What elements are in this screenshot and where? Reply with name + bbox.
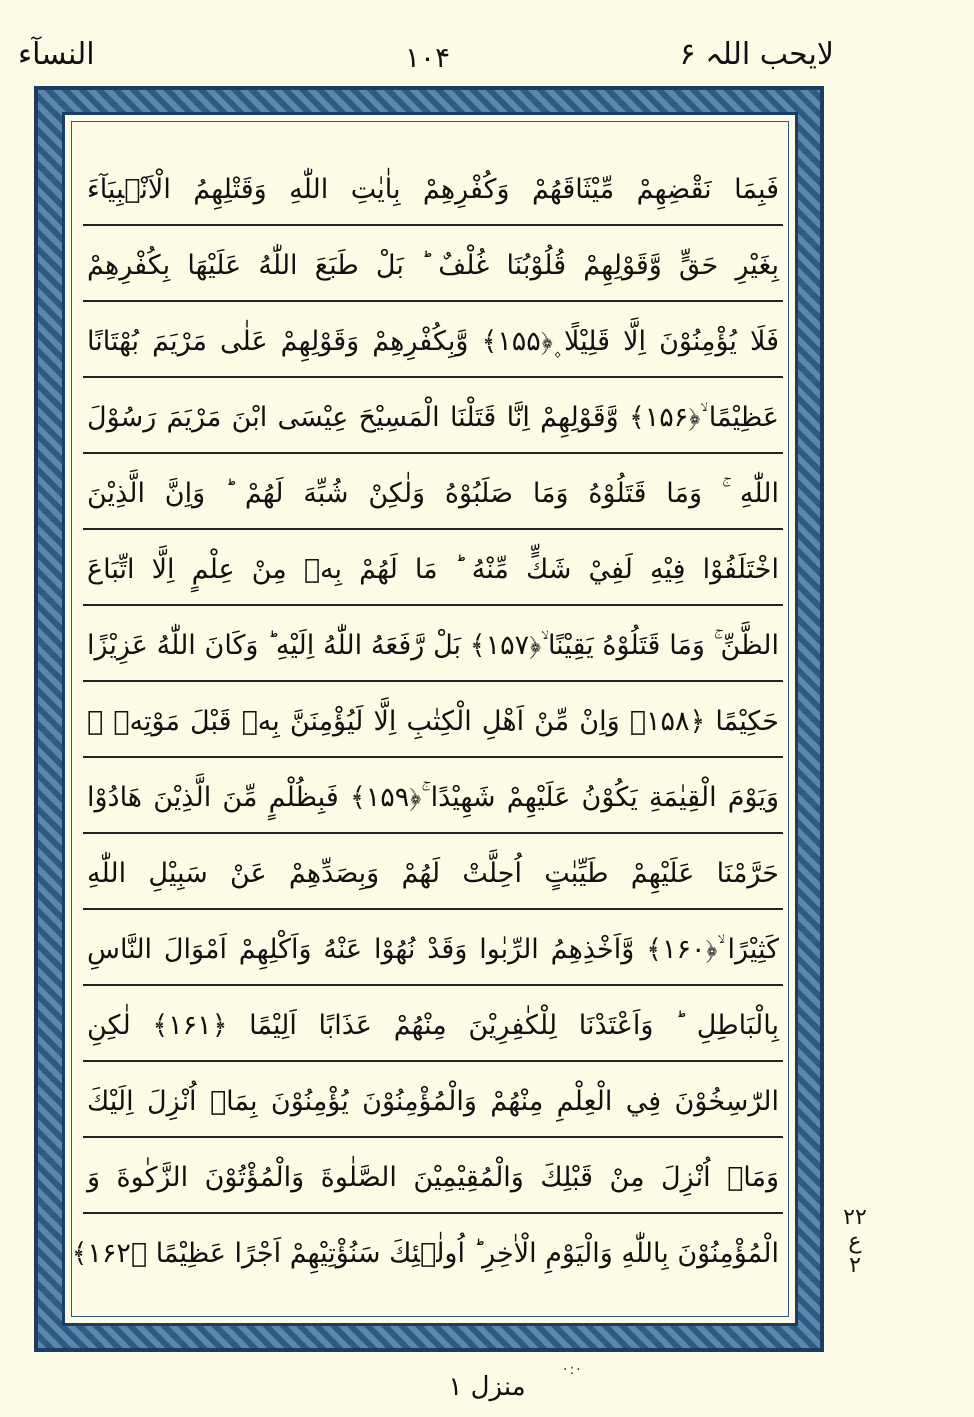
verse-line-3: فَلَا يُؤْمِنُوْنَ اِلَّا قَلِيْلًا ۪﴿۱۵۵﴾ وَّبِكُفْرِهِمْ وَقَوْلِهِمْ عَلٰى مَرْيَمَ بُهْتَانًا <box>83 305 783 378</box>
juz-name: لایحب اللہ ۶ <box>679 37 834 72</box>
verse-line-7: الظَّنِّ ۚ وَمَا قَتَلُوْهُ يَقِيْنًا ۙ﴿۱۵۷﴾ بَلْ رَّفَعَهُ اللّٰهُ اِلَيْهِ ؕ وَكَانَ اللّٰهُ عَزِيْزًا <box>83 609 783 682</box>
verse-line-4: عَظِيْمًا ۙ﴿۱۵۶﴾ وَّقَوْلِهِمْ اِنَّا قَتَلْنَا الْمَسِيْحَ عِيْسَى ابْنَ مَرْيَمَ رَسُوْلَ <box>83 381 783 454</box>
ruku-bottom-number: ۲ <box>849 1253 861 1278</box>
text-panel <box>62 112 798 1326</box>
verse-line-13: الرّٰسِخُوْنَ فِي الْعِلْمِ مِنْهُمْ وَالْمُؤْمِنُوْنَ يُؤْمِنُوْنَ بِمَاۤ اُنْزِلَ اِلَيْكَ <box>83 1065 783 1138</box>
verse-line-9: وَيَوْمَ الْقِيٰمَةِ يَكُوْنُ عَلَيْهِمْ شَهِيْدًا ۚ﴿۱۵۹﴾ فَبِظُلْمٍ مِّنَ الَّذِيْنَ هَادُوْا <box>83 761 783 834</box>
verse-line-8: حَكِيْمًا ﴿۱۵۸﴾ وَاِنْ مِّنْ اَهْلِ الْكِتٰبِ اِلَّا لَيُؤْمِنَنَّ بِهٖ قَبْلَ مَوْتِهٖ ۚ <box>83 685 783 758</box>
ruku-top-number: ۲۲ <box>843 1205 867 1230</box>
verse-line-11: كَثِيْرًا ۙ﴿۱۶۰﴾ وَّاَخْذِهِمُ الرِّبٰوا وَقَدْ نُهُوْا عَنْهُ وَاَكْلِهِمْ اَمْوَالَ النَّاسِ <box>83 913 783 986</box>
verse-line-12: بِالْبَاطِلِ ؕ وَاَعْتَدْنَا لِلْكٰفِرِيْنَ مِنْهُمْ عَذَابًا اَلِيْمًا ﴿۱۶۱﴾ لٰكِنِ <box>83 989 783 1062</box>
verse-line-2: بِغَيْرِ حَقٍّ وَّقَوْلِهِمْ قُلُوْبُنَا غُلْفٌ ؕ بَلْ طَبَعَ اللّٰهُ عَلَيْهَا بِكُفْرِهِمْ <box>83 229 783 302</box>
verse-line-14: وَمَاۤ اُنْزِلَ مِنْ قَبْلِكَ وَالْمُقِيْمِيْنَ الصَّلٰوةَ وَالْمُؤْتُوْنَ الزَّكٰوةَ وَ <box>83 1141 783 1214</box>
ruku-symbol: ع <box>848 1229 862 1254</box>
page-header <box>0 0 974 90</box>
verse-line-15: الْمُؤْمِنُوْنَ بِاللّٰهِ وَالْيَوْمِ الْاٰخِرِ ؕ اُولٰۤئِكَ سَنُؤْتِيْهِمْ اَجْرًا عَظِيْمًا ﴿۱۶۲﴾ <box>71 1238 779 1269</box>
decorative-border <box>34 86 824 1352</box>
footer-dots: ·:· <box>563 1362 583 1378</box>
verse-line-5: اللّٰهِ ۚ وَمَا قَتَلُوْهُ وَمَا صَلَبُوْهُ وَلٰكِنْ شُبِّهَ لَهُمْ ؕ وَاِنَّ الَّذِيْنَ <box>83 457 783 530</box>
verse-line-1: فَبِمَا نَقْضِهِمْ مِّيْثَاقَهُمْ وَكُفْرِهِمْ بِاٰيٰتِ اللّٰهِ وَقَتْلِهِمُ الْاَنْۢبِيَآءَ <box>83 153 783 226</box>
page-number: ۱۰۴ <box>405 41 451 74</box>
manzil-label: منزل ۱ <box>448 1372 526 1402</box>
verse-line-10: حَرَّمْنَا عَلَيْهِمْ طَيِّبٰتٍ اُحِلَّتْ لَهُمْ وَبِصَدِّهِمْ عَنْ سَبِيْلِ اللّٰهِ <box>83 837 783 910</box>
ruku-marker <box>836 1206 874 1278</box>
surah-name: النسآء <box>18 37 95 72</box>
verse-line-6: اخْتَلَفُوْا فِيْهِ لَفِيْ شَكٍّ مِّنْهُ ؕ مَا لَهُمْ بِهٖ مِنْ عِلْمٍ اِلَّا اتِّبَاعَ <box>83 533 783 606</box>
verse-text-area <box>71 153 783 1273</box>
